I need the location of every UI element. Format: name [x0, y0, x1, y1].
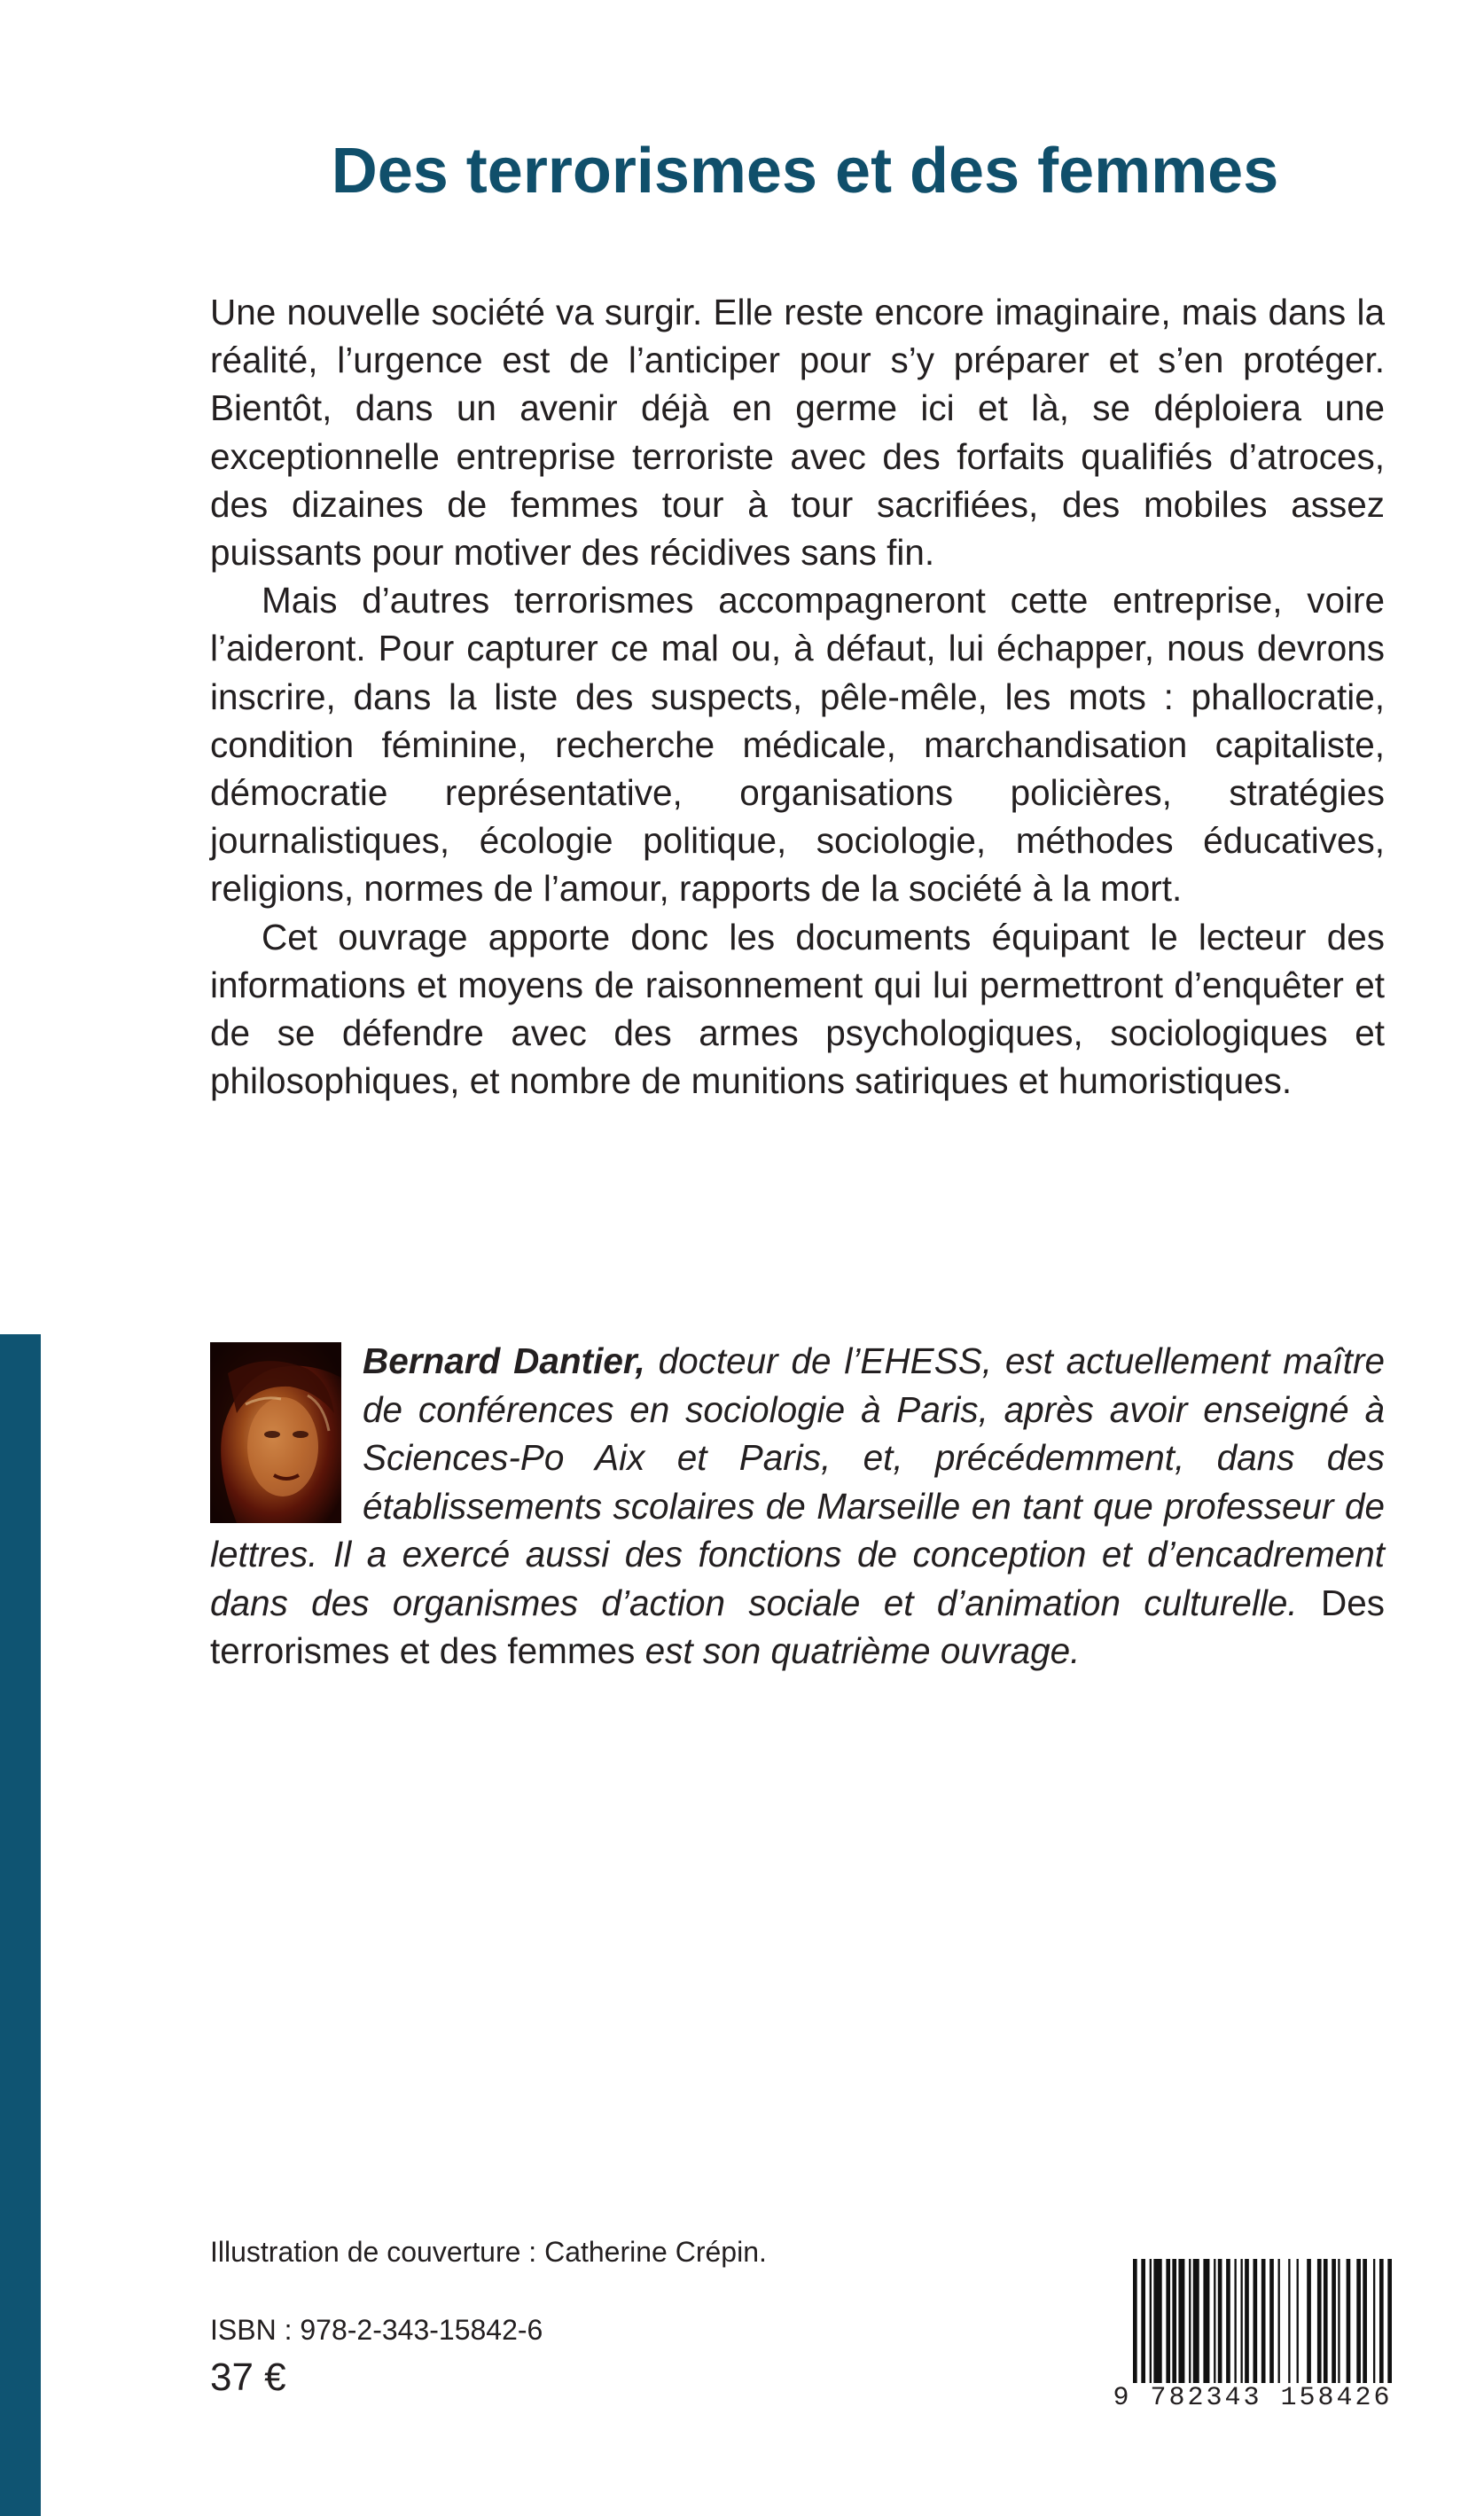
barcode-bar [1234, 2259, 1236, 2383]
barcode-bar [1261, 2259, 1266, 2383]
barcode-bar [1278, 2259, 1280, 2383]
barcode-bar [1317, 2259, 1322, 2383]
barcode-bar [1203, 2259, 1209, 2383]
barcode-bar [1178, 2259, 1184, 2383]
author-photo [210, 1342, 341, 1523]
barcode [1097, 2259, 1408, 2417]
barcode-bar [1379, 2259, 1384, 2383]
synopsis [210, 288, 1385, 1105]
book-title: Des terrorismes et des femmes [331, 136, 1279, 207]
barcode-bar [1226, 2259, 1230, 2383]
synopsis-paragraph-2: Mais d’autres terrorismes accompagneront cette entreprise, voire l’aideront. Pour capturer ce mal ou, à défaut, lui échapper, nous devrons inscrire, dans la liste des suspects, pêle-mêle, les mots : phallocratie, condition féminine, recherche médicale, marchandisation capitaliste, démocratie représentative, organisations policières, stratégies journalistiques, écologie politique, sociologie, méthodes éducatives, religions, normes de l’amour, rapports de la société à la mort. [210, 580, 1385, 910]
barcode-bar [1153, 2259, 1161, 2383]
barcode-bar [1214, 2259, 1215, 2383]
barcode-bars [1133, 2259, 1392, 2383]
author-bio-closing: est son quatrième ouvrage. [635, 1630, 1081, 1671]
cover-illustration-credit: Illustration de couverture : Catherine Crépin. [210, 2236, 767, 2268]
barcode-bar [1245, 2259, 1249, 2383]
synopsis-paragraph-1: Une nouvelle société va surgir. Elle reste encore imaginaire, mais dans la réalité, l’urgence est de l’anticiper pour s’y préparer et s’en protéger. Bientôt, dans un avenir déjà en germe ici et là, se déploiera une exceptionnelle entreprise terroriste avec des forfaits qualifiés d’atroces, des dizaines de femmes tour à tour sacrifiées, des mobiles assez puissants pour motiver des récidives sans fin. [210, 292, 1385, 574]
barcode-bar [1332, 2259, 1336, 2383]
barcode-bar [1189, 2259, 1191, 2383]
barcode-bar [1150, 2259, 1152, 2383]
barcode-bar [1387, 2259, 1392, 2383]
synopsis-paragraph-3: Cet ouvrage apporte donc les documents équipant le lecteur des informations et moyens de raisonnement qui lui permettront d’enquêter et de se défendre avec des armes psychologiques, sociologiques et philosophiques, et nombre de munitions satiriques et humoristiques. [210, 916, 1385, 1102]
barcode-bar [1373, 2259, 1375, 2383]
barcode-bar [1218, 2259, 1222, 2383]
barcode-bar [1324, 2259, 1328, 2383]
isbn: ISBN : 978-2-343-15842-6 [210, 2314, 543, 2346]
side-color-bar [0, 1334, 41, 2516]
author-bio [210, 1337, 1385, 1676]
barcode-bar [1141, 2259, 1145, 2383]
barcode-bar [1133, 2259, 1137, 2383]
barcode-bar [1172, 2259, 1176, 2383]
barcode-bar [1193, 2259, 1199, 2383]
price: 37 € [210, 2356, 286, 2399]
barcode-number: 9 782343 158426 [1113, 2383, 1393, 2413]
barcode-bar [1288, 2259, 1290, 2383]
author-book-title: Des terrorismes et des femmes [210, 1582, 1385, 1671]
author-portrait-icon [210, 1342, 341, 1523]
barcode-bar [1240, 2259, 1242, 2383]
barcode-bar [1338, 2259, 1340, 2383]
barcode-bar [1269, 2259, 1274, 2383]
author-bio-text: docteur de l’EHESS, est actuellement maître de conférences en sociologie à Paris, après avoir enseigné à Sciences-Po Aix et Paris, et, précédemment, dans des établissements scolaires de Marseille en tant que professeur de lettres. Il a exercé aussi des fonctions de conception et d’encadrement dans des organismes d’action sociale et d’animation culturelle. [210, 1340, 1385, 1623]
barcode-bar [1347, 2259, 1351, 2383]
barcode-bar [1253, 2259, 1257, 2383]
barcode-bar [1297, 2259, 1299, 2383]
barcode-bar [1166, 2259, 1170, 2383]
barcode-bar [1363, 2259, 1367, 2383]
barcode-bar [1307, 2259, 1311, 2383]
author-name: Bernard Dantier, [363, 1340, 645, 1381]
barcode-bar [1356, 2259, 1361, 2383]
